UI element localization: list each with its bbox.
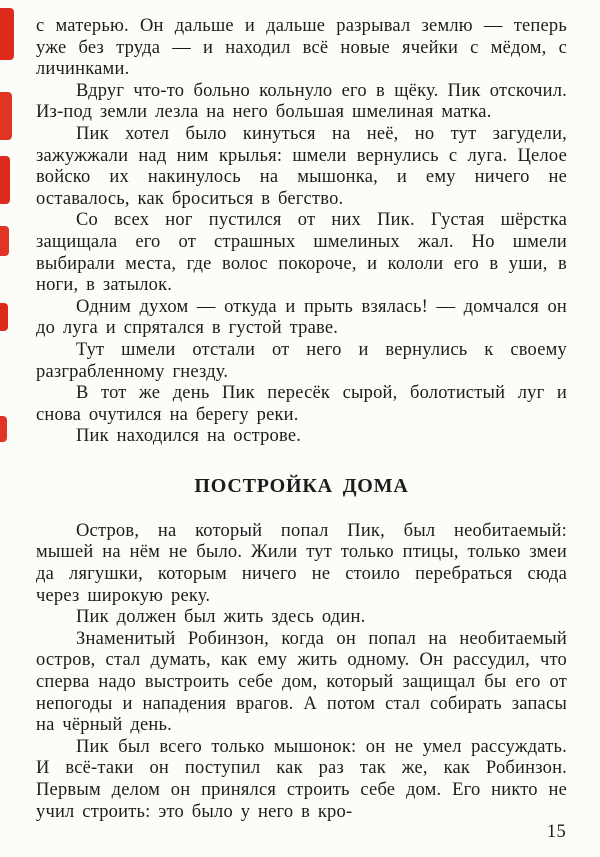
paragraph: Пик находился на острове.: [76, 426, 302, 447]
red-edge-mark: [0, 416, 7, 442]
paragraph: Тут шмели отстали от него и вернулись к своему разграбленному гнезду.: [36, 339, 567, 382]
page-number: 15: [546, 822, 566, 842]
paragraph: Одним духом — откуда и прыть взялась! — домчался он до луга и спрятался в густой траве.: [36, 296, 567, 339]
section-heading: ПОСТРОЙКА ДОМА: [194, 474, 409, 497]
paragraph: Пик хотел было кинуться на неё, но тут загудели, зажужжали над ним крылья: шмели вернулись с луга. Целое войско их накинулось на мышонка, и ему ничего не оставалось, как броситься в бегство.: [36, 123, 567, 209]
paragraph: Пик должен был жить здесь один.: [76, 607, 366, 628]
paragraph: Остров, на который попал Пик, был необитаемый: мышей на нём не было. Жили тут только птицы, только змеи да лягушки, которым ничего не стоило перебраться сюда через широкую реку.: [36, 520, 567, 606]
paragraph-continuation: с матерью. Он дальше и дальше разрывал землю — теперь уже без труда — и находил всё новые ячейки с мёдом, с личинками.: [36, 16, 567, 80]
paragraph: Со всех ног пустился от них Пик. Густая шёрстка защищала его от страшных шмелиных жал. Но шмели выбирали места, где волос покороче, и кололи его в уши, в ноги, в затылок.: [36, 210, 567, 296]
paragraph: Вдруг что-то больно кольнуло его в щёку. Пик отскочил. Из-под земли лезла на него большая шмелиная матка.: [36, 80, 567, 123]
paragraph: Пик был всего только мышонок: он не умел рассуждать. И всё-таки он поступил как раз так же, как Робинзон. Первым делом он принялся строить себе дом. Его никто не учил строить: это было у него в кро-: [36, 736, 567, 822]
red-edge-mark: [0, 303, 8, 331]
red-edge-mark: [0, 92, 12, 140]
red-edge-mark: [0, 226, 9, 256]
page-text: [36, 16, 567, 823]
paragraph: Знаменитый Робинзон, когда он попал на необитаемый остров, стал думать, как ему жить одному. Он рассудил, что сперва надо выстроить себе дом, который защищал бы его от непогоды и нападения врагов. А потом стал собирать запасы на чёрный день.: [36, 628, 567, 736]
red-edge-mark: [0, 8, 14, 60]
red-edge-mark: [0, 156, 10, 204]
paragraph: В тот же день Пик пересёк сырой, болотистый луг и снова очутился на берегу реки.: [36, 383, 567, 425]
